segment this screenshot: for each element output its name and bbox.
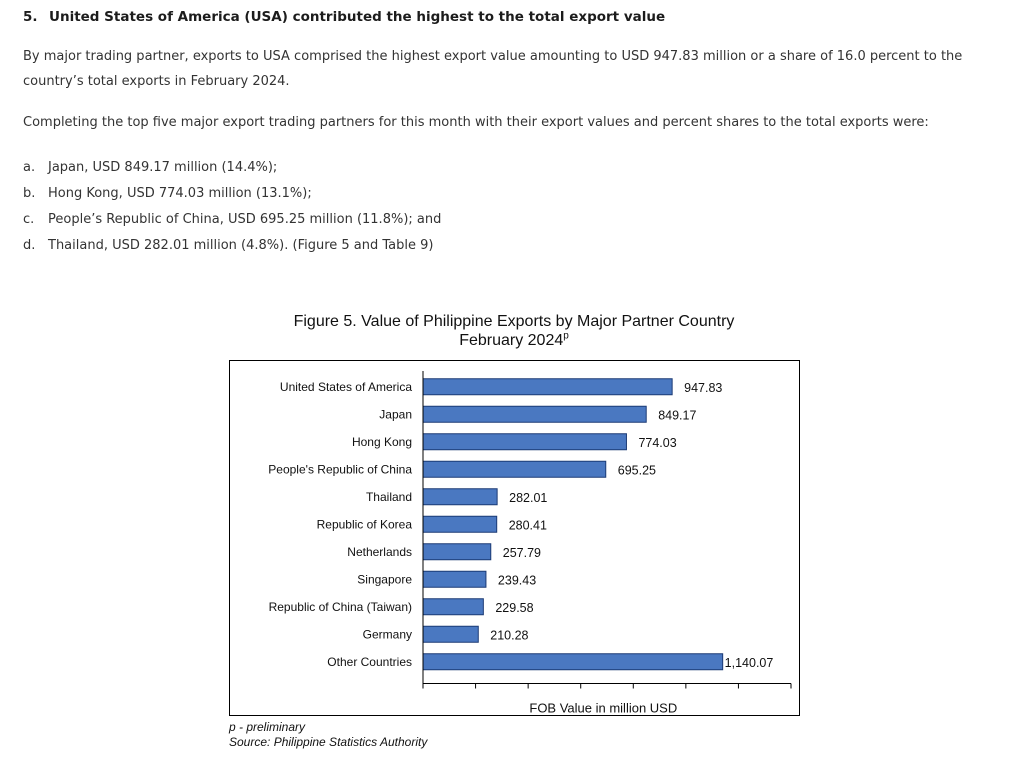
category-label: Japan xyxy=(379,407,412,422)
preliminary-marker: p xyxy=(563,330,569,342)
bar xyxy=(423,599,483,615)
bar xyxy=(423,571,486,587)
bar xyxy=(423,626,478,642)
bar xyxy=(423,406,646,422)
data-label: 257.79 xyxy=(502,545,541,560)
data-label: 1,140.07 xyxy=(724,655,774,670)
chart-title: Figure 5. Value of Philippine Exports by Major Partner Country xyxy=(293,313,735,330)
list-marker: c. xyxy=(23,212,35,227)
category-label: United States of America xyxy=(279,379,412,394)
bar xyxy=(423,516,497,532)
data-label: 280.41 xyxy=(508,518,547,533)
category-label: People's Republic of China xyxy=(268,462,412,477)
data-label: 229.58 xyxy=(495,600,534,615)
footnote-source: Source: Philippine Statistics Authority xyxy=(229,735,428,749)
chart-subtitle: February 2024 xyxy=(459,332,564,349)
bar-chart xyxy=(230,361,801,717)
list-text: Hong Kong, USD 774.03 million (13.1%); xyxy=(48,186,312,201)
bar xyxy=(423,654,723,670)
x-axis-title: FOB Value in million USD xyxy=(529,700,678,716)
data-label: 774.03 xyxy=(638,435,677,450)
chart-subtitle-line xyxy=(229,331,799,350)
bar xyxy=(423,461,606,477)
bar xyxy=(423,379,672,395)
section-heading-text: United States of America (USA) contributed the highest to the total export value xyxy=(49,9,666,25)
footnote-preliminary: p - preliminary xyxy=(229,720,306,734)
list-text: People’s Republic of China, USD 695.25 million (11.8%); and xyxy=(48,212,442,227)
list-marker: b. xyxy=(23,186,36,201)
category-label: Thailand xyxy=(365,489,412,504)
text-section xyxy=(23,6,1013,253)
category-label: Other Countries xyxy=(327,654,412,669)
list-item xyxy=(23,233,441,259)
data-label: 282.01 xyxy=(509,490,548,505)
list-marker: a. xyxy=(23,160,36,175)
paragraph-usa-share: By major trading partner, exports to USA comprised the highest export value amounting to USD 947.83 million or a share of 16.0 percent to the country’s total exports in February 2024. xyxy=(23,49,963,89)
section-number: 5. xyxy=(23,9,38,25)
category-label: Republic of Korea xyxy=(316,517,412,532)
bar xyxy=(423,544,491,560)
category-label: Hong Kong xyxy=(351,434,412,449)
list-text: Japan, USD 849.17 million (14.4%); xyxy=(48,160,278,175)
list-item xyxy=(23,155,441,181)
partner-list xyxy=(23,155,441,259)
chart-frame xyxy=(229,360,800,716)
bar xyxy=(423,489,497,505)
bar xyxy=(423,434,626,450)
paragraph-top-five: Completing the top five major export trading partners for this month with their export values and percent shares to the total exports were: xyxy=(23,115,929,130)
list-text: Thailand, USD 282.01 million (4.8%). (Figure 5 and Table 9) xyxy=(48,238,434,253)
data-label: 210.28 xyxy=(490,628,529,643)
list-item xyxy=(23,181,441,207)
data-label: 695.25 xyxy=(617,463,656,478)
category-label: Republic of China (Taiwan) xyxy=(268,599,412,614)
category-label: Singapore xyxy=(357,572,412,587)
category-label: Germany xyxy=(362,627,412,642)
chart-title-block xyxy=(229,312,799,350)
list-item xyxy=(23,207,441,233)
category-label: Netherlands xyxy=(347,544,412,559)
data-label: 239.43 xyxy=(497,573,537,588)
list-marker: d. xyxy=(23,238,36,253)
section-heading xyxy=(23,6,1013,28)
data-label: 849.17 xyxy=(658,408,697,423)
data-label: 947.83 xyxy=(684,380,723,395)
